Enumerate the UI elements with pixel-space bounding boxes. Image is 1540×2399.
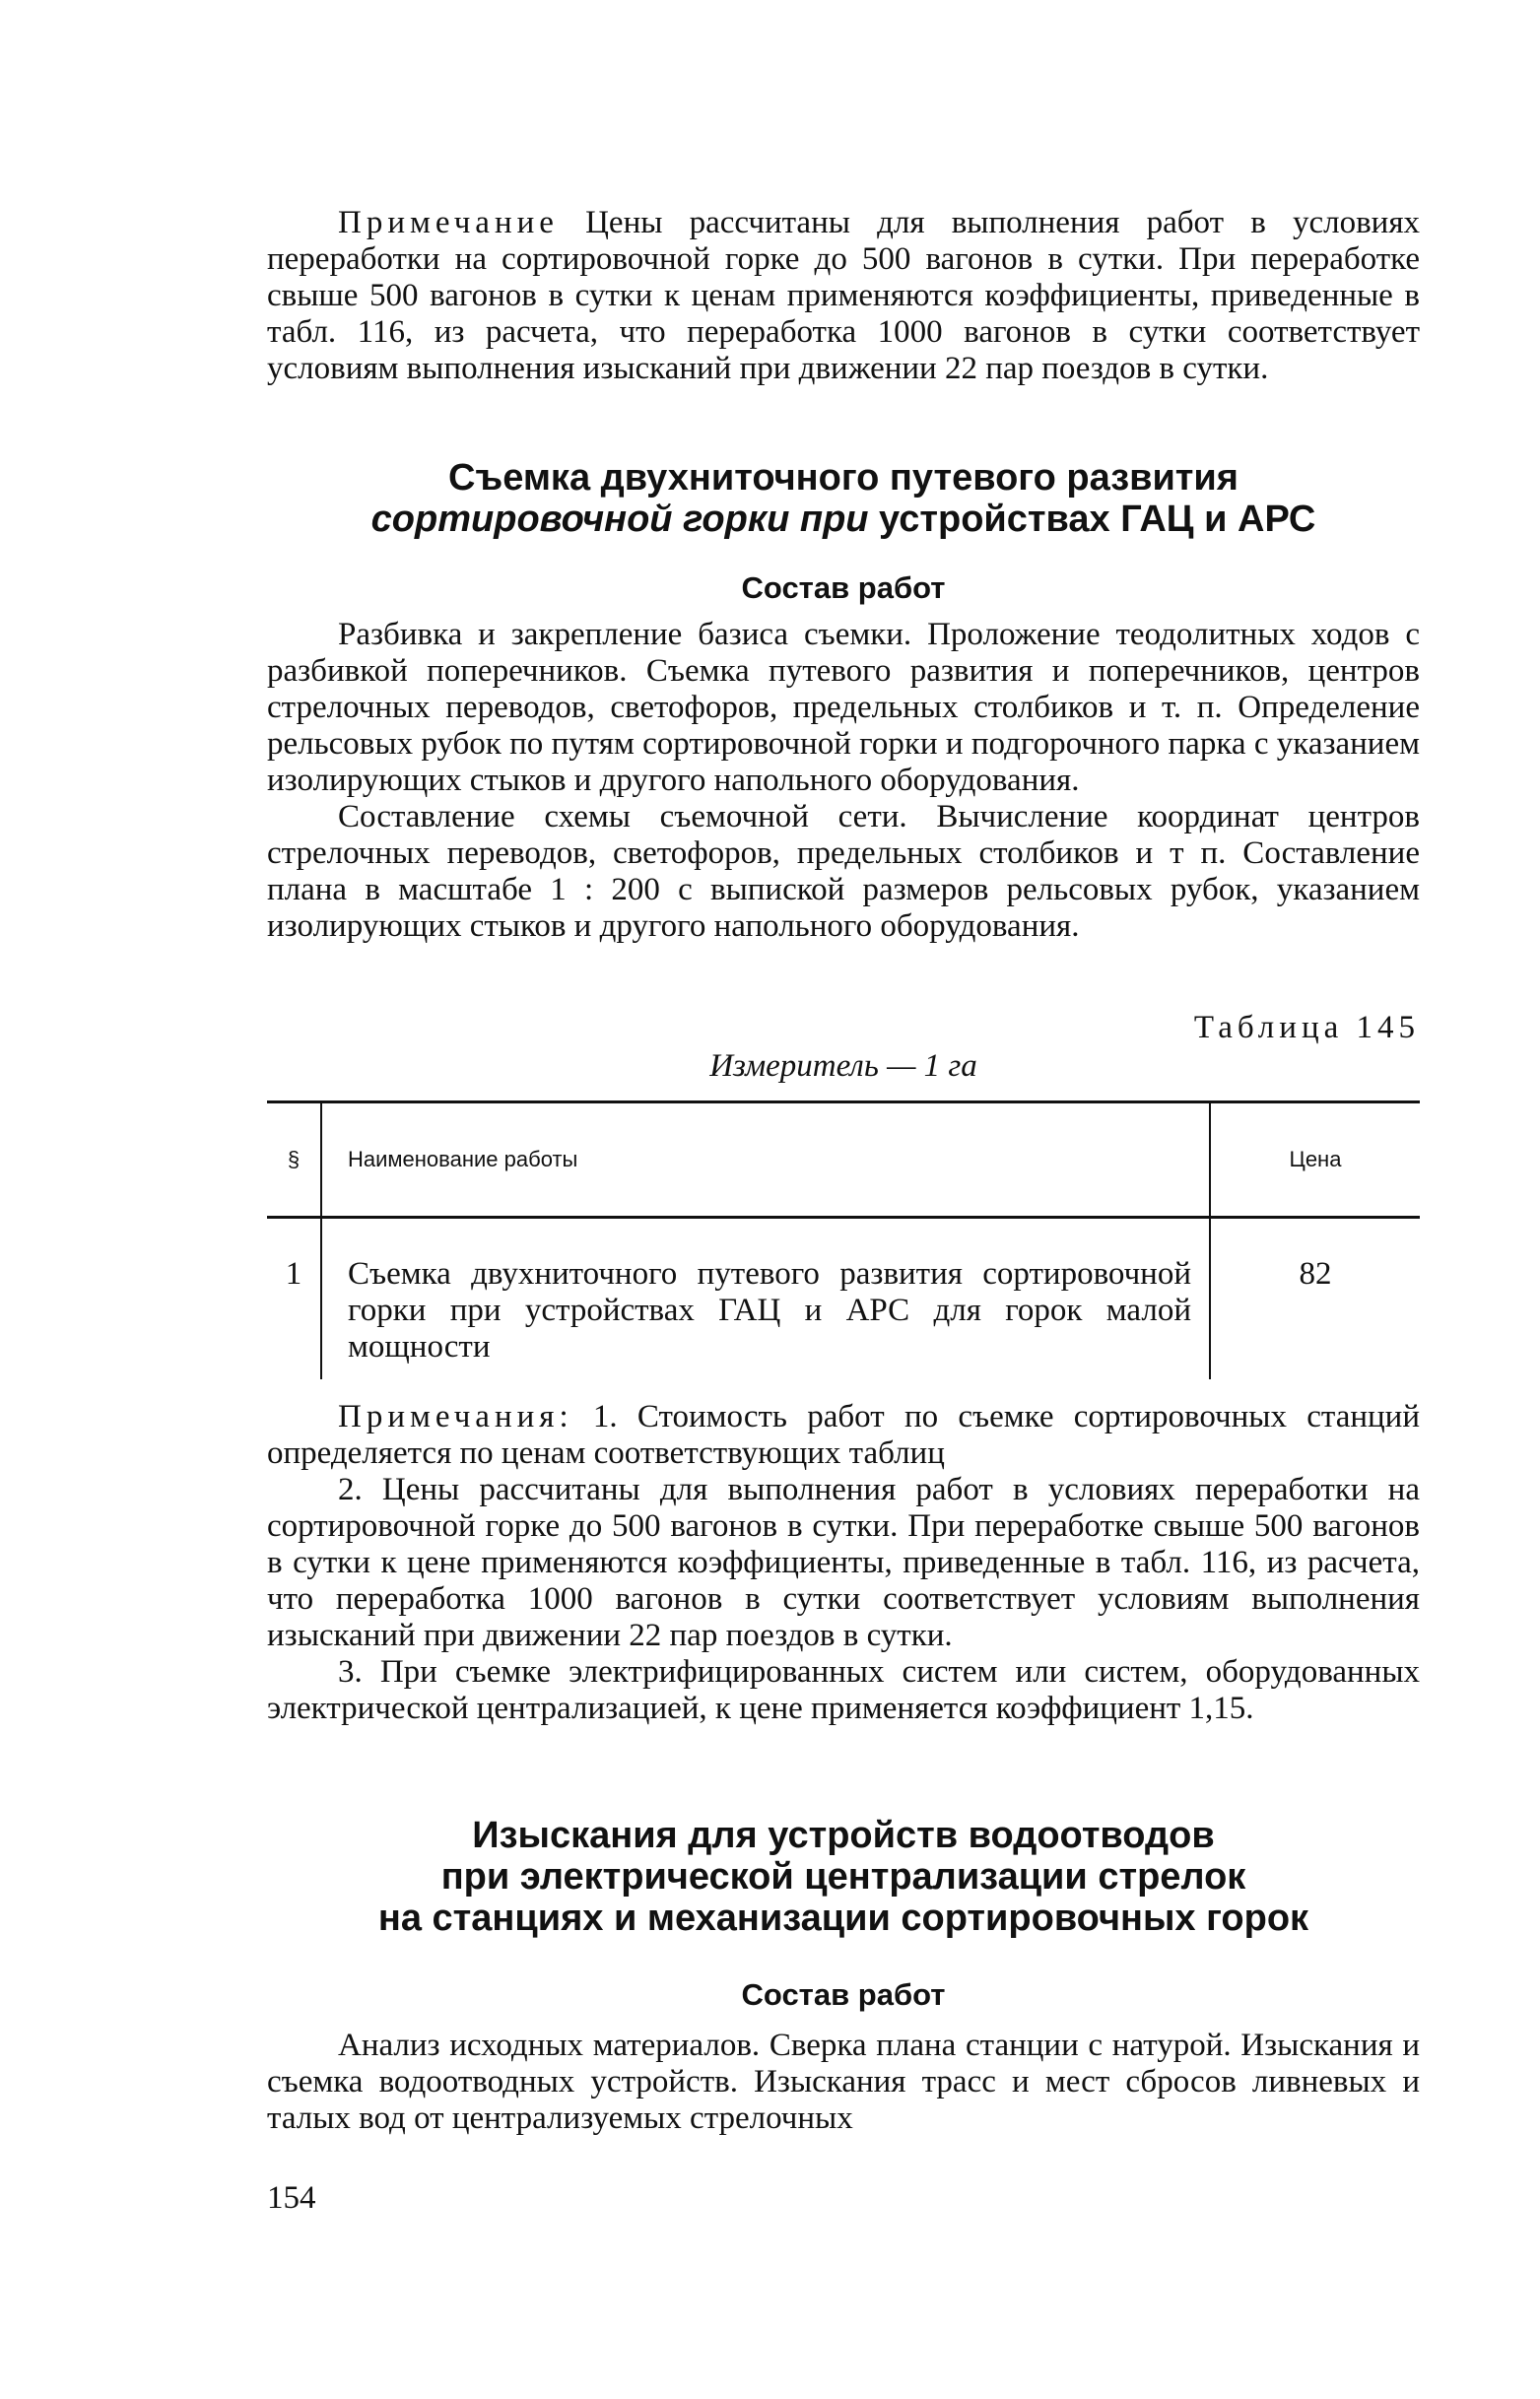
note-top bbox=[267, 205, 1420, 387]
header-num: § bbox=[267, 1102, 321, 1218]
section2-heading bbox=[267, 1815, 1420, 1939]
note2: 2. Цены рассчитаны для выполнения работ в условиях переработки на сортировочной горке до 500 вагонов в сутки. При переработке свыше 500 вагонов в сутки к цене применяются коэффициенты, приведенные в табл. 116, из расчета, что переработка 1000 вагонов в сутки соответствует условиям выполнения изысканий при движении 22 пар поездов в сутки. bbox=[267, 1472, 1420, 1653]
notes-block bbox=[267, 1399, 1420, 1727]
note-top-paragraph bbox=[267, 205, 1420, 387]
section1-para2: Составление схемы съемочной сети. Вычисление координат центров стрелочных переводов, светофоров, предельных столбиков и т п. Составление плана в масштабе 1 : 200 с выпиской размеров рельсовых рубок, указанием изолирующих стыков и другого напольного оборудования. bbox=[267, 799, 1420, 944]
section1-title-line2-italic: сортировочной горки при bbox=[370, 499, 869, 540]
price-table bbox=[267, 1100, 1420, 1379]
section1-title-line2-rest: устройствах ГАЦ и АРС bbox=[868, 499, 1316, 540]
section1-subheading: Состав работ bbox=[741, 570, 946, 605]
section2-title-line2: при электрической централизации стрелок bbox=[440, 1856, 1246, 1898]
table-row bbox=[267, 1218, 1420, 1380]
section1-heading bbox=[267, 457, 1420, 540]
table-label: Таблица 145 bbox=[1193, 1010, 1420, 1045]
section2-body bbox=[267, 2028, 1420, 2137]
row-name: Съемка двухниточного путевого развития сортировочной горки при устройствах ГАЦ и АРС для горок малой мощности bbox=[321, 1218, 1210, 1380]
section2-subheading-wrap bbox=[267, 1977, 1420, 2013]
note-top-label: Примечание bbox=[338, 205, 559, 240]
header-price: Цена bbox=[1210, 1102, 1420, 1218]
row-num: 1 bbox=[285, 1256, 302, 1292]
price-table-wrap bbox=[267, 1100, 1420, 1379]
page-number: 154 bbox=[267, 2180, 316, 2216]
section2-title bbox=[267, 1815, 1420, 1939]
section2-title-line1: Изыскания для устройств водоотводов bbox=[472, 1815, 1215, 1856]
section1-title-line1: Съемка двухниточного путевого развития bbox=[448, 457, 1239, 499]
section1-body bbox=[267, 617, 1420, 945]
note-top-text: Цены рассчитаны для выполнения работ в условиях переработки на сортировочной горке до 500 вагонов в сутки. При переработке свыше 500 вагонов в сутки к ценам применяются коэффициенты, приведенные в табл. 116, из расчета, что переработка 1000 вагонов в сутки соответствует условиям выполнения изысканий при движении 22 пар поездов в сутки. bbox=[267, 205, 1420, 386]
table-label-wrap bbox=[267, 1010, 1420, 1046]
section1-title bbox=[267, 457, 1420, 540]
note1-text: 1. Стоимость работ по съемке сортировочных станций определяется по ценам соответствующих таблиц bbox=[267, 1399, 1421, 1471]
note3: 3. При съемке электрифицированных систем или систем, оборудованных электрической централизацией, к цене применяется коэффициент 1,15. bbox=[267, 1654, 1420, 1726]
header-name: Наименование работы bbox=[321, 1102, 1210, 1218]
note1-paragraph bbox=[267, 1399, 1420, 1472]
section2-subheading: Состав работ bbox=[741, 1977, 946, 2012]
section1-para1: Разбивка и закрепление базиса съемки. Проложение теодолитных ходов с разбивкой поперечников. Съемка путевого развития и поперечников, центров стрелочных переводов, светофоров, предельных столбиков и т. п. Определение рельсовых рубок по путям сортировочной горки и подгорочного парка с указанием изолирующих стыков и другого напольного оборудования. bbox=[267, 617, 1420, 798]
row-price: 82 bbox=[1299, 1256, 1332, 1292]
table-measure-wrap bbox=[267, 1048, 1420, 1085]
section1-subheading-wrap bbox=[267, 570, 1420, 606]
table-header-row bbox=[267, 1102, 1420, 1218]
notes-label: Примечания: bbox=[338, 1399, 573, 1434]
section2-title-line3: на станциях и механизации сортировочных горок bbox=[377, 1898, 1309, 1939]
section2-para1: Анализ исходных материалов. Сверка плана станции с натурой. Изыскания и съемка водоотводных устройств. Изыскания трасс и мест сбросов ливневых и талых вод от централизуемых стрелочных bbox=[267, 2028, 1420, 2136]
table-measure: Измеритель — 1 га bbox=[709, 1048, 977, 1084]
